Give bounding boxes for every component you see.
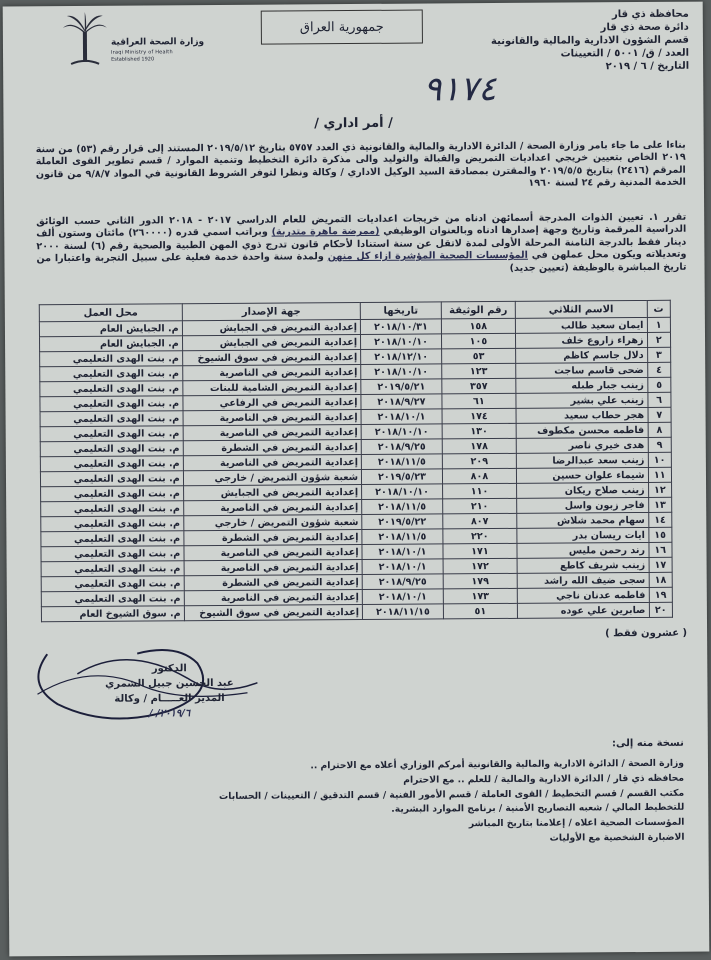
cell-name: فاطمه عدنان ناجي — [517, 587, 649, 603]
cell-name: هدى خيري ناصر — [516, 437, 648, 453]
cell-name: فاجر زبون واسل — [517, 497, 649, 513]
logo-arabic-text: وزارة الصحة العراقية — [110, 37, 205, 48]
cell-issuer: إعدادية التمريض في الرفاعي — [183, 394, 361, 410]
cell-name: زينب صلاح ريكان — [517, 482, 649, 498]
decision-text-c: ولمدة سنة واحدة خدمة فعلية على سبيل التجربة واعتبارا من تاريخ المباشرة بالوظيفة (تعيين جديد) — [36, 251, 687, 274]
copy-line: وزارة الصحة / الدائرة الادارية والمالية والقانونية أمركم الوزاري أعلاه مع الاحترام .. — [310, 757, 685, 772]
cell-date: ٢٠١٨/١١/١٥ — [362, 604, 443, 620]
cell-workplace: م. بنت الهدى التعليمي — [41, 591, 184, 607]
ref-line: قسم الشؤون الادارية والمالية والقانونية — [490, 34, 689, 48]
cell-workplace: م. بنت الهدى التعليمي — [40, 396, 183, 412]
cell-date: ٢٠١٨/١٠/١ — [362, 589, 443, 605]
decision-text-b: وبراتب اسمي قدره (٢٦٠٠٠٠) مائتان وستون ألف دينار فقط بالدرجة الثامنة المرحلة الأولى لمدة لاتقل عن سنة استنادا لأحكام قانون تدرج ذوي المهن الطبية والصحية رقم (٦) لسنة ٢٠٠٠ وتعديلاته ويكون محل عملهن في — [36, 227, 687, 261]
cell-date: ٢٠١٨/٩/٢٥ — [361, 439, 442, 455]
cell-name: ايمان سعيد طالب — [515, 317, 647, 333]
cell-workplace: م. بنت الهدى التعليمي — [41, 576, 184, 592]
cell-workplace: م. بنت الهدى التعليمي — [40, 441, 183, 457]
paragraph-preamble: بناءا على ما جاء بامر وزارة الصحة / الدائرة الادارية والمالية والقانونية ذي العدد ٥٧٥٧ بتاريخ ٢٠١٩/٥/١٢ المستند إلى قرار رقم (٥٣) من سنة ٢٠١٩ الخاص بتعيين خريجي اعداديات التمريض والقبالة والتوليد والى مذكرة دائرة التخطيط وتنمية الموارد / قسم تطوير القوى العاملة المرقم (٢٤١٦) بتاريخ ٢٠١٩/٥/٥ والمقترن بمصادقة السيد الوكيل الاداري / وكالة ونظرا لتوفر الشروط القانونية في المواد ٩/٨/٧ من قانون الخدمة المدنية رقم ٢٤ لسنة ١٩٦٠ — [35, 139, 686, 190]
col-header-issuer: جهة الإصدار — [182, 302, 360, 320]
cell-workplace: م. الجبايش العام — [39, 336, 182, 352]
cell-doc-number: ٨٠٨ — [442, 468, 516, 484]
cell-issuer: إعدادية التمريض في الناصرية — [184, 544, 362, 560]
cell-issuer: إعدادية التمريض في الناصرية — [183, 424, 361, 440]
cell-number: ٦ — [647, 392, 671, 407]
signature-date: ٢٠١٩/٦/ / — [148, 708, 191, 720]
cell-doc-number: ١٧١ — [443, 543, 517, 559]
cell-number: ١ — [647, 317, 671, 332]
ref-line: العدد / ق/ ٥٠٠١ / التعيينات — [560, 47, 690, 60]
cell-number: ٧ — [648, 407, 672, 422]
cell-workplace: م. بنت الهدى التعليمي — [41, 486, 184, 502]
cell-name: ضحى قاسم ساجت — [516, 362, 648, 378]
cell-doc-number: ٢١٠ — [442, 498, 516, 514]
cell-issuer: إعدادية التمريض في سوق الشيوخ — [182, 349, 360, 365]
cell-name: فاطمه محسن مكطوف — [516, 422, 648, 438]
cell-doc-number: ٢٠٩ — [442, 453, 516, 469]
reference-block — [429, 8, 689, 75]
cell-issuer: إعدادية التمريض في الناصرية — [183, 409, 361, 425]
cell-number: ١٥ — [648, 527, 672, 542]
palm-tree-icon — [61, 12, 109, 68]
cell-workplace: م. بنت الهدى التعليمي — [41, 546, 184, 562]
cell-name: سهام محمد شلاش — [517, 512, 649, 528]
workplaces-text: المؤسسات الصحية المؤشرة ازاء كل منهن — [327, 250, 528, 263]
cell-number: ١٦ — [648, 542, 672, 557]
ministry-logo — [61, 11, 211, 72]
ref-line: محافظة ذي قار — [611, 8, 689, 21]
cell-date: ٢٠١٨/٩/٢٥ — [362, 574, 443, 590]
cell-name: زينب شريف كاطع — [517, 557, 649, 573]
cell-date: ٢٠١٨/١٢/١٠ — [361, 349, 442, 365]
copy-line: الاضبارة الشخصية مع الأوليات — [549, 831, 685, 844]
cell-doc-number: ١٥٨ — [441, 318, 515, 334]
republic-label: جمهورية العراق — [299, 19, 384, 35]
cell-name: صابرين علي عوده — [517, 602, 649, 618]
cell-issuer: إعدادية التمريض في الجبايش — [183, 484, 361, 500]
cell-doc-number: ١١٠ — [442, 483, 516, 499]
cell-number: ٨ — [648, 422, 672, 437]
cell-number: ١١ — [648, 467, 672, 482]
cell-issuer: شعبة شؤون التمريض / خارجي — [183, 514, 361, 530]
cell-number: ٤ — [647, 362, 671, 377]
appointees-table — [39, 300, 673, 622]
ref-line: دائرة صحة ذي قار — [600, 21, 689, 34]
cell-number: ١٣ — [648, 497, 672, 512]
cell-number: ١٠ — [648, 452, 672, 467]
cell-number: ٣ — [647, 347, 671, 362]
job-title-text: (ممرضة ماهرة متدربة) — [271, 226, 380, 238]
cell-workplace: م. بنت الهدى التعليمي — [40, 411, 183, 427]
cell-doc-number: ٣٥٧ — [442, 378, 516, 394]
cell-name: زينب جبار طبله — [516, 377, 648, 393]
cell-date: ٢٠١٨/١٠/١ — [362, 559, 443, 575]
signatory-role: المدير العـــــام / وكالة — [114, 692, 225, 705]
cell-doc-number: ١٣٠ — [442, 423, 516, 439]
cell-issuer: إعدادية التمريض في الشطرة — [184, 529, 362, 545]
handwritten-number: ٩١٧٤ — [423, 69, 497, 110]
cell-workplace: م. بنت الهدى التعليمي — [41, 516, 184, 532]
signatory-name: عبد الحسين جبيل الشمري — [105, 677, 234, 690]
cell-workplace: م. بنت الهدى التعليمي — [40, 381, 183, 397]
cell-issuer: إعدادية التمريض الشامية للبنات — [183, 379, 361, 395]
cell-doc-number: ٥١ — [443, 603, 517, 619]
cell-issuer: شعبة شؤون التمريض / خارجي — [183, 469, 361, 485]
cell-doc-number: ٥٣ — [441, 348, 515, 364]
cell-issuer: إعدادية التمريض في الشطرة — [183, 439, 361, 455]
cell-number: ١٤ — [648, 512, 672, 527]
cell-workplace: م. بنت الهدى التعليمي — [41, 501, 184, 517]
cell-workplace: م. بنت الهدى التعليمي — [41, 561, 184, 577]
cell-issuer: إعدادية التمريض في الناصرية — [184, 589, 362, 605]
cell-issuer: إعدادية التمريض في الشطرة — [184, 574, 362, 590]
ref-line: التاريخ / ٦ / ٢٠١٩ — [605, 60, 690, 73]
cell-date: ٢٠١٨/١١/٥ — [362, 499, 443, 515]
signatory-title: الدكتور — [151, 663, 187, 675]
paragraph-decision — [36, 212, 686, 279]
cell-date: ٢٠١٨/١٠/٣١ — [360, 319, 441, 335]
cell-issuer: إعدادية التمريض في الناصرية — [183, 499, 361, 515]
col-header-workplace: محل العمل — [39, 304, 182, 322]
cell-doc-number: ٢٢٠ — [443, 528, 517, 544]
cell-workplace: م. بنت الهدى التعليمي — [40, 456, 183, 472]
cell-issuer: إعدادية التمريض في الجبايش — [182, 334, 360, 350]
cell-date: ٢٠١٨/١٠/١ — [361, 409, 442, 425]
cell-workplace: م. بنت الهدى التعليمي — [40, 426, 183, 442]
cell-workplace: م. بنت الهدى التعليمي — [41, 531, 184, 547]
cell-issuer: إعدادية التمريض في الجبايش — [182, 319, 360, 335]
cell-date: ٢٠١٩/٥/٢٣ — [362, 469, 443, 485]
cell-doc-number: ١٧٢ — [443, 558, 517, 574]
cell-number: ٢٠ — [649, 602, 673, 617]
cell-name: زينب علي بشير — [516, 392, 648, 408]
col-header-date: تاريخها — [360, 302, 441, 320]
cell-number: ١٢ — [648, 482, 672, 497]
cell-doc-number: ١٧٨ — [442, 438, 516, 454]
republic-box — [261, 10, 423, 45]
cell-issuer: إعدادية التمريض في الناصرية — [183, 454, 361, 470]
cell-date: ٢٠١٩/٥/٢٢ — [362, 514, 443, 530]
logo-english-text: Iraqi Ministry of Health — [110, 49, 173, 56]
copies-title: نسخة منه إلى: — [612, 737, 684, 750]
cell-workplace: م. الجبايش العام — [39, 321, 182, 337]
cell-doc-number: ١٢٣ — [442, 363, 516, 379]
cell-doc-number: ١٠٥ — [441, 333, 515, 349]
cell-date: ٢٠١٨/١٠/١٠ — [361, 334, 442, 350]
cell-name: رند رحمن مليس — [517, 542, 649, 558]
signature-block — [89, 661, 249, 722]
cell-issuer: إعدادية التمريض في الناصرية — [182, 364, 360, 380]
copy-line: محافظه ذي قار / الدائرة الادارية والمالية / للعلم .. مع الاحترام — [403, 772, 685, 786]
cell-date: ٢٠١٨/١٠/١٠ — [361, 424, 442, 440]
copy-line: للتخطيط المالي / شعبه التصاريح الأمنية / برنامج الموارد البشرية. — [391, 802, 685, 816]
cell-workplace: م. بنت الهدى التعليمي — [40, 351, 183, 367]
cell-doc-number: ١٧٤ — [442, 408, 516, 424]
cell-name: زهراء زاروع خلف — [515, 332, 647, 348]
cell-issuer: إعدادية التمريض في سوق الشيوخ — [184, 604, 362, 620]
cell-number: ٩ — [648, 437, 672, 452]
cell-date: ٢٠١٨/١١/٥ — [361, 454, 442, 470]
cell-workplace: م. بنت الهدى التعليمي — [40, 366, 183, 382]
col-header-doc-number: رقم الوثيقة — [441, 301, 515, 319]
cell-number: ١٩ — [649, 587, 673, 602]
cell-name: دلال جاسم كاظم — [516, 347, 648, 363]
table-row — [41, 602, 672, 621]
copy-line: المؤسسات الصحية اعلاه / إعلامنا بتاريخ المباشر — [468, 816, 685, 830]
cell-number: ٥ — [647, 377, 671, 392]
count-note: ( عشرون فقط ) — [605, 627, 688, 640]
cell-number: ٢ — [647, 332, 671, 347]
copies-list — [44, 758, 685, 851]
cell-date: ٢٠١٨/١٠/١٠ — [361, 364, 442, 380]
col-header-number: ت — [647, 300, 671, 317]
cell-number: ١٧ — [649, 557, 673, 572]
col-header-name: الاسم الثلاثي — [515, 300, 647, 318]
cell-number: ١٨ — [649, 572, 673, 587]
cell-doc-number: ١٧٣ — [443, 588, 517, 604]
cell-workplace: م. سوق الشيوخ العام — [41, 606, 184, 622]
logo-established-text: Established 1920 — [111, 56, 155, 63]
cell-name: هجر حطاب سعيد — [516, 407, 648, 423]
cell-doc-number: ٨٠٧ — [443, 513, 517, 529]
table-body — [39, 317, 672, 621]
cell-date: ٢٠١٨/٩/٢٧ — [361, 394, 442, 410]
cell-name: شيماء علوان حسين — [516, 467, 648, 483]
order-title: / أمر اداري / — [314, 115, 393, 132]
cell-date: ٢٠١٨/١٠/١٠ — [362, 484, 443, 500]
cell-issuer: إعدادية التمريض في الناصرية — [184, 559, 362, 575]
decision-text-a: تقرر ١. تعيين الذوات المدرجة أسمائهن ادناه من خريجات اعداديات التمريض للعام الدراسي ٢٠١٧ - ٢٠١٨ الدور الثاني حسب الوثائق الدراسية المرقمة وتاريخ وجهة إصدارها ادناه وبالعنوان الوظيفي — [36, 211, 687, 238]
cell-doc-number: ٦١ — [442, 393, 516, 409]
cell-date: ٢٠١٨/١٠/١ — [362, 544, 443, 560]
cell-name: زينب سعد عبدالرضا — [516, 452, 648, 468]
cell-name: سجى ضيف الله راشد — [517, 572, 649, 588]
cell-date: ٢٠١٨/١١/٥ — [362, 529, 443, 545]
cell-date: ٢٠١٩/٥/٢١ — [361, 379, 442, 395]
cell-doc-number: ١٧٩ — [443, 573, 517, 589]
copy-line: مكتب القسم / قسم التخطيط / القوى العاملة / قسم الأمور الفنية / قسم التدقيق / التعيينات / الحسابات — [218, 787, 685, 802]
cell-name: ايات ريسان بدر — [517, 527, 649, 543]
cell-workplace: م. بنت الهدى التعليمي — [40, 471, 183, 487]
document-page — [3, 2, 710, 957]
